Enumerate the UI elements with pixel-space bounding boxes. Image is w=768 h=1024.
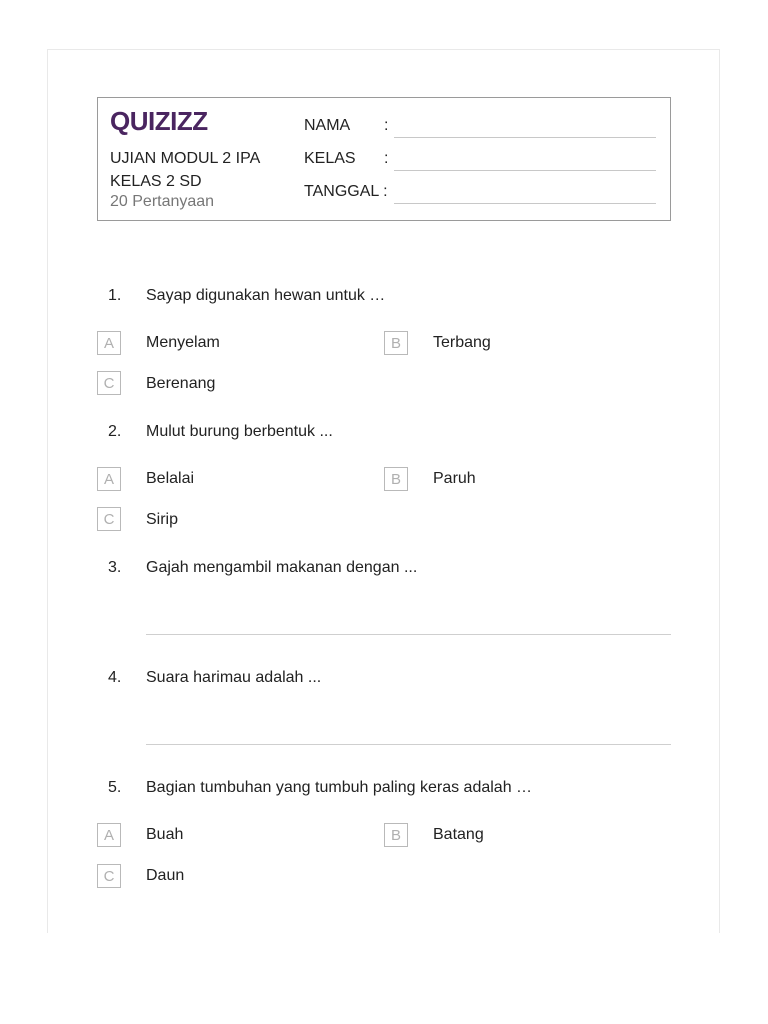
option-letter-box: B [384, 331, 408, 355]
question-number: 4. [108, 669, 122, 686]
question-number: 2. [108, 423, 122, 440]
name-label: NAMA [304, 117, 351, 134]
worksheet-header [97, 97, 671, 221]
question-text: Bagian tumbuhan yang tumbuh paling keras adalah … [146, 779, 533, 796]
date-line [394, 203, 656, 204]
quizizz-logo: QUIZIZZ [110, 106, 208, 136]
answer-line [146, 744, 671, 745]
option-text: Buah [146, 826, 184, 843]
option-letter-box: B [384, 823, 408, 847]
option-letter-box: C [97, 507, 121, 531]
class-label: KELAS [304, 150, 356, 167]
option-letter-box: C [97, 371, 121, 395]
class-colon: : [384, 150, 389, 167]
date-label: TANGGAL : [304, 183, 388, 200]
question-number: 5. [108, 779, 122, 796]
question-number: 3. [108, 559, 122, 576]
question-number: 1. [108, 287, 122, 304]
option-text: Paruh [433, 470, 476, 487]
option-text: Daun [146, 867, 185, 884]
option-text: Terbang [433, 334, 491, 351]
option-text: Menyelam [146, 334, 220, 351]
option-letter-box: A [97, 467, 121, 491]
option-letter-box: C [97, 864, 121, 888]
question-count: 20 Pertanyaan [110, 193, 215, 210]
option-text: Belalai [146, 470, 195, 487]
name-line [394, 137, 656, 138]
option-letter-box: B [384, 467, 408, 491]
option-letter-box: A [97, 331, 121, 355]
option-text: Berenang [146, 375, 216, 392]
question-text: Suara harimau adalah ... [146, 669, 322, 686]
name-colon: : [384, 117, 389, 134]
option-text: Batang [433, 826, 484, 843]
question-text: Mulut burung berbentuk ... [146, 423, 333, 440]
question-text: Gajah mengambil makanan dengan ... [146, 559, 418, 576]
quiz-class: KELAS 2 SD [110, 173, 202, 190]
answer-line [146, 634, 671, 635]
question-text: Sayap digunakan hewan untuk … [146, 287, 386, 304]
class-line [394, 170, 656, 171]
quiz-title: UJIAN MODUL 2 IPA [110, 150, 261, 167]
option-text: Sirip [146, 511, 179, 528]
option-letter-box: A [97, 823, 121, 847]
